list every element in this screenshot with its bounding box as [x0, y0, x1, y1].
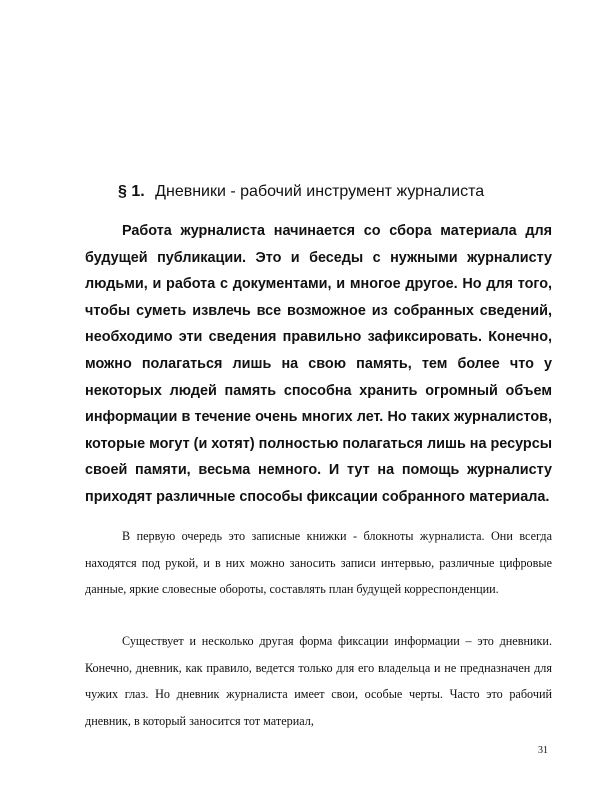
body-paragraph-notebooks: В первую очередь это записные книжки - блокноты журналиста. Они всегда находятся под рукой, и в них можно заносить записи интервью, различные цифровые данные, яркие словесные обороты, составлять план будущей корреспонденции. [85, 529, 552, 596]
section-heading [118, 182, 518, 202]
section-title: Дневники - рабочий инструмент журналиста [155, 183, 485, 200]
page-number: 31 [538, 745, 548, 756]
section-number: § 1. [118, 183, 145, 200]
body-paragraph-diaries: Существует и несколько другая форма фиксации информации – это дневники. Конечно, дневник, как правило, ведется только для его владельца и не предназначен для чужих глаз. Но дневник журналиста имеет свои, особые черты. Часто это рабочий дневник, в который заносится тот материал, [85, 634, 552, 728]
intro-paragraph: Работа журналиста начинается со сбора материала для будущей публикации. Это и беседы с нужными журналисту людьми, и работа с документами, и многое другое. Но для того, чтобы суметь извлечь все возможное из собранных сведений, необходимо эти сведения правильно зафиксировать. Конечно, можно полагаться лишь на свою память, тем более что у некоторых людей память способна хранить огромный объем информации в течение очень многих лет. Но таких журналистов, которые могут (и хотят) полностью полагаться лишь на ресурсы своей памяти, весьма немного. И тут на помощь журналисту приходят различные способы фиксации собранного материала. [85, 223, 552, 505]
